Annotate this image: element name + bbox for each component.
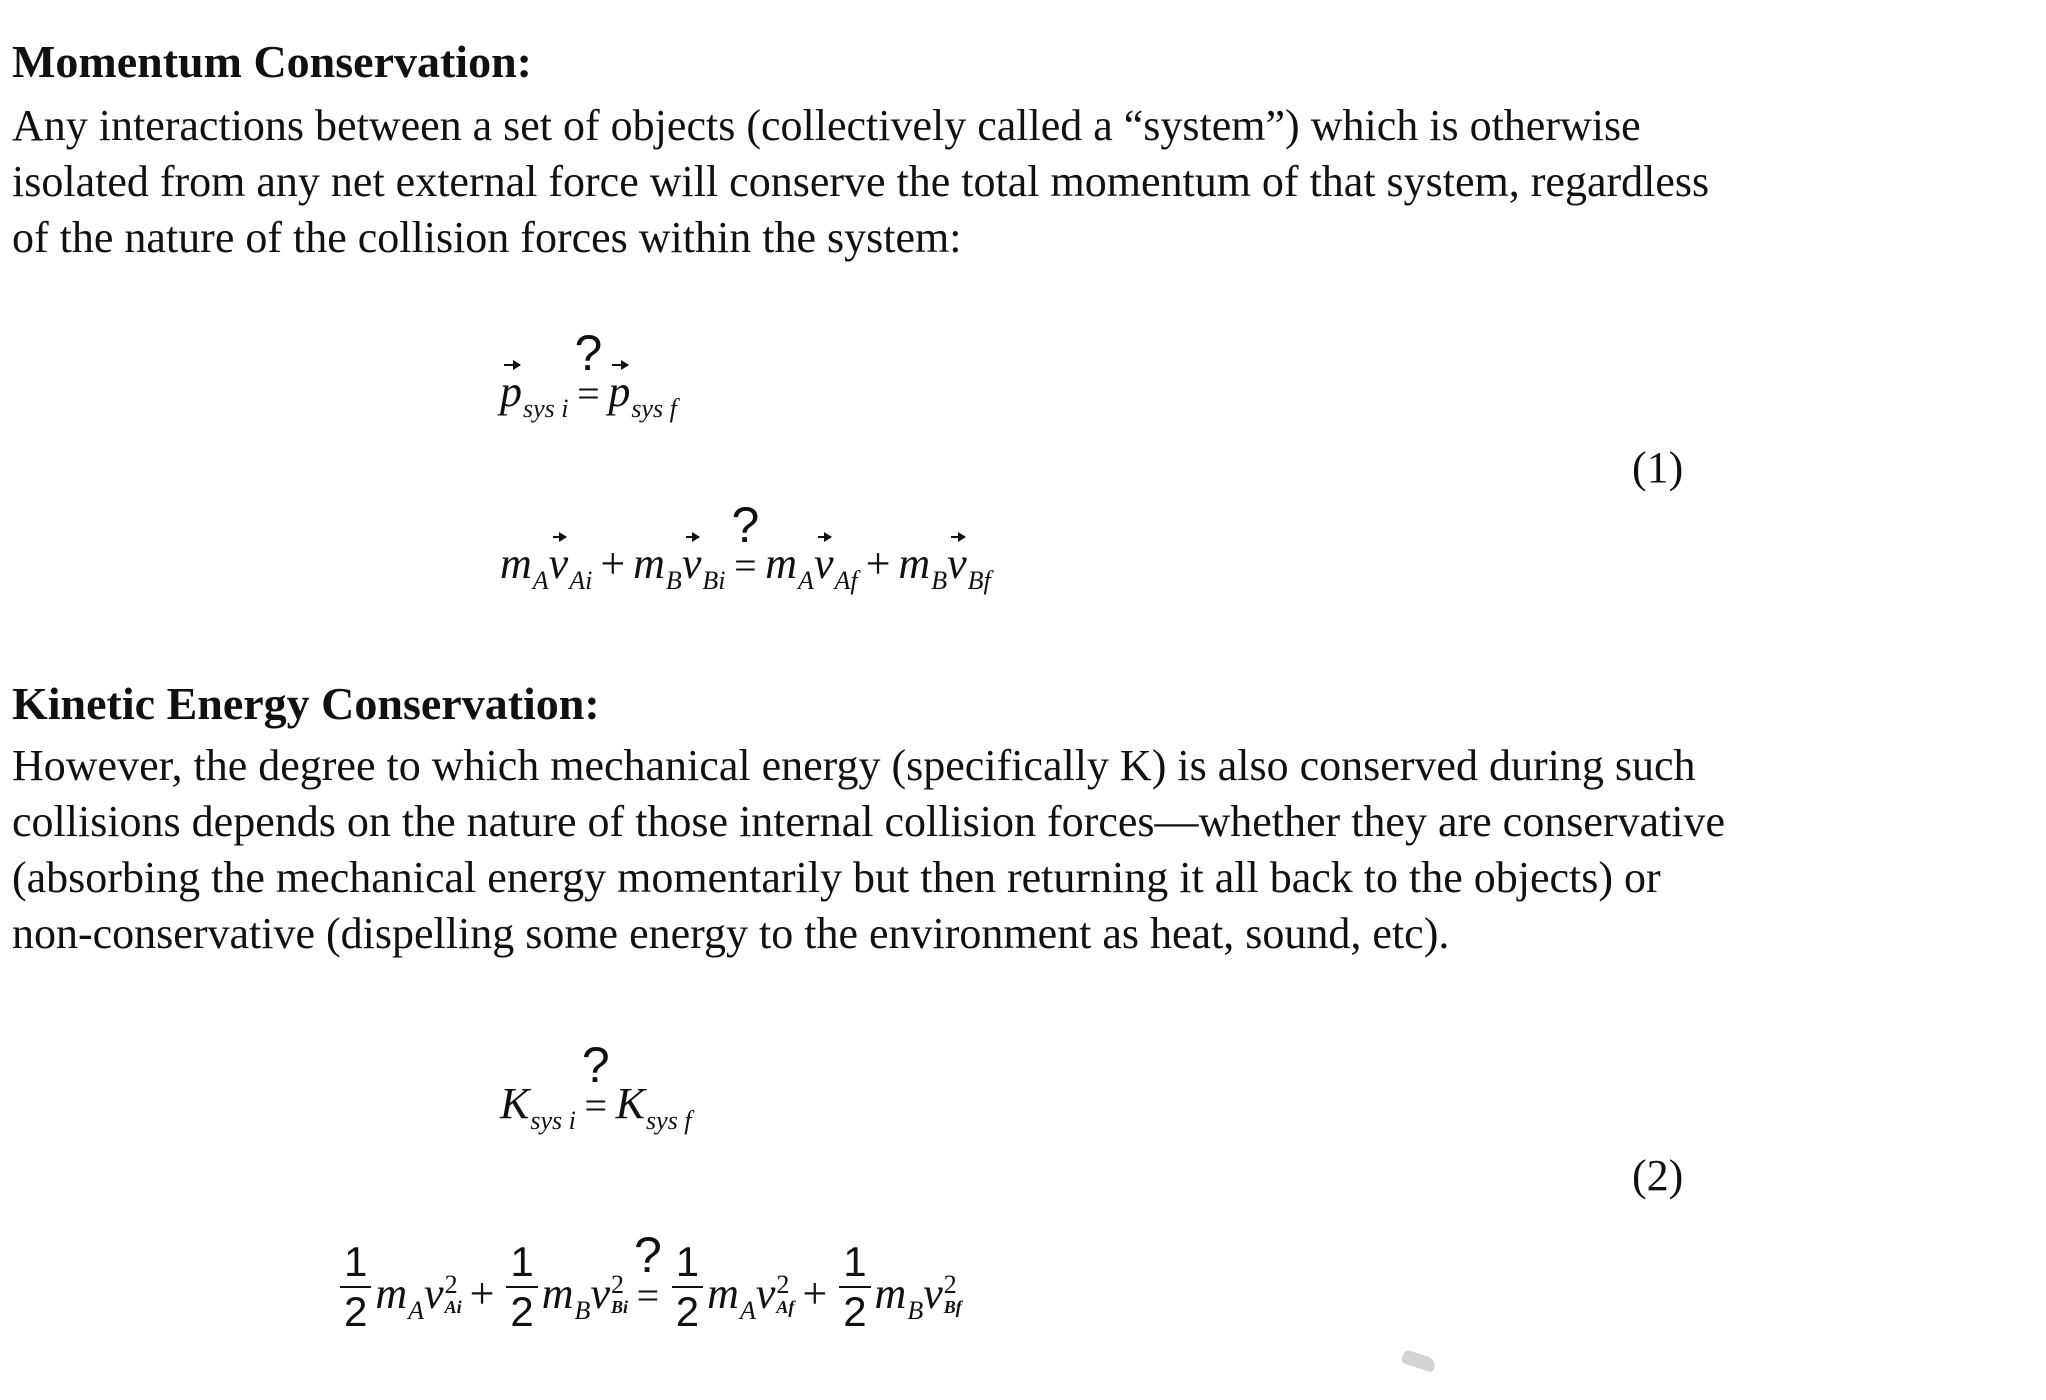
equals-sign: = xyxy=(577,371,600,416)
p-vector-final: p xyxy=(608,367,631,416)
one-half-fraction xyxy=(672,1240,703,1334)
subscript-b: B xyxy=(665,566,682,595)
velocity-vector-bf: v xyxy=(947,539,967,588)
mass-a: m xyxy=(375,1269,408,1319)
one-half-fraction xyxy=(506,1240,537,1334)
fraction-denominator: 2 xyxy=(510,1288,534,1336)
question-mark: ? xyxy=(633,1227,662,1284)
question-mark: ? xyxy=(581,1037,610,1093)
subscript-sys-f: sys f xyxy=(631,394,677,423)
fraction-numerator: 1 xyxy=(672,1240,703,1288)
momentum-paragraph-line-2: isolated from any net external force will conserve the total momentum of that system, regardless xyxy=(12,157,1710,206)
subscript-a: A xyxy=(532,566,549,595)
mass-b: m xyxy=(874,1269,907,1319)
plus-sign: + xyxy=(469,1269,495,1319)
subscript-a: A xyxy=(798,566,814,595)
k-initial: K xyxy=(500,1079,530,1128)
speed-v: v xyxy=(923,1269,943,1319)
plus-sign: + xyxy=(865,539,891,588)
kinetic-paragraph-line-4: non-conservative (dispelling some energy to the environment as heat, sound, etc). xyxy=(12,909,1450,958)
subscript-sys-i: sys i xyxy=(530,1106,576,1135)
fraction-numerator: 1 xyxy=(839,1240,870,1288)
momentum-heading: Momentum Conservation: xyxy=(12,36,532,87)
subscript-b: B xyxy=(931,566,948,595)
equation-number-1: (1) xyxy=(1632,443,1684,492)
subscript-bi: Bi xyxy=(702,566,726,595)
subscript-b: B xyxy=(574,1296,591,1326)
question-equals xyxy=(581,1037,610,1128)
subscript-bf: Bf xyxy=(943,1297,962,1318)
kinetic-expanded-equation xyxy=(336,1222,962,1336)
subscript-ai: Ai xyxy=(444,1297,462,1318)
fraction-numerator: 1 xyxy=(506,1240,537,1288)
one-half-fraction xyxy=(839,1240,870,1334)
speed-v: v xyxy=(755,1269,776,1319)
mass-a: m xyxy=(500,539,532,588)
superscript-subscript-ai xyxy=(445,1272,462,1316)
question-equals xyxy=(731,497,760,588)
velocity-vector-af: v xyxy=(813,539,834,588)
fraction-numerator: 1 xyxy=(340,1240,371,1288)
subscript-a: A xyxy=(408,1296,425,1326)
subscript-ai: Ai xyxy=(569,566,593,595)
superscript-squared: 2 xyxy=(444,1270,458,1300)
kinetic-paragraph-line-1: However, the degree to which mechanical energy (specifically K) is also conserved during such xyxy=(12,741,1696,790)
equals-sign: = xyxy=(636,1273,660,1319)
equals-sign: = xyxy=(734,543,757,588)
speed-v: v xyxy=(590,1269,610,1319)
kinetic-paragraph xyxy=(12,738,2022,962)
superscript-subscript-bi xyxy=(611,1272,628,1316)
question-equals xyxy=(633,1227,662,1319)
kinetic-system-equation xyxy=(500,1037,692,1135)
kinetic-paragraph-line-2: collisions depends on the nature of those internal collision forces—whether they are conservative xyxy=(12,797,1726,846)
momentum-expanded-equation xyxy=(500,497,991,595)
mass-b: m xyxy=(541,1269,574,1319)
superscript-squared: 2 xyxy=(776,1270,790,1300)
question-mark: ? xyxy=(574,325,603,381)
subscript-bi: Bi xyxy=(610,1297,628,1318)
fraction-denominator: 2 xyxy=(675,1288,700,1336)
superscript-subscript-bf xyxy=(944,1272,962,1316)
fraction-denominator: 2 xyxy=(843,1288,867,1336)
equals-sign: = xyxy=(584,1083,608,1128)
kinetic-paragraph-line-3: (absorbing the mechanical energy momentarily but then returning it all back to the objects) or xyxy=(12,853,1661,902)
subscript-b: B xyxy=(907,1296,924,1326)
scan-smudge xyxy=(1401,1349,1438,1373)
mass-b: m xyxy=(633,539,665,588)
k-final: K xyxy=(615,1079,646,1128)
superscript-subscript-af xyxy=(776,1272,794,1316)
mass-a: m xyxy=(765,539,798,588)
question-mark: ? xyxy=(731,497,760,553)
mass-a: m xyxy=(707,1269,739,1319)
speed-v: v xyxy=(424,1269,444,1319)
question-equals xyxy=(574,325,603,416)
subscript-a: A xyxy=(739,1296,756,1326)
subscript-sys-i: sys i xyxy=(523,394,569,423)
fraction-denominator: 2 xyxy=(344,1288,368,1336)
momentum-system-equation xyxy=(500,325,677,423)
velocity-vector-bi: v xyxy=(681,539,702,588)
momentum-paragraph-line-1: Any interactions between a set of objects (collectively called a “system”) which is otherwise xyxy=(12,101,1641,150)
plus-sign: + xyxy=(802,1269,828,1319)
superscript-squared: 2 xyxy=(943,1270,957,1300)
momentum-paragraph xyxy=(12,98,2022,266)
one-half-fraction xyxy=(340,1240,371,1334)
subscript-bf: Bf xyxy=(967,566,991,595)
p-vector-initial: p xyxy=(500,367,522,416)
plus-sign: + xyxy=(600,539,626,588)
mass-b: m xyxy=(898,539,931,588)
velocity-vector-ai: v xyxy=(548,539,569,588)
equation-number-2: (2) xyxy=(1632,1151,1684,1200)
subscript-af: Af xyxy=(776,1297,795,1318)
superscript-squared: 2 xyxy=(610,1270,624,1300)
momentum-paragraph-line-3: of the nature of the collision forces within the system: xyxy=(12,213,962,262)
kinetic-heading: Kinetic Energy Conservation: xyxy=(12,678,600,729)
subscript-af: Af xyxy=(834,566,858,595)
subscript-sys-f: sys f xyxy=(646,1106,692,1135)
